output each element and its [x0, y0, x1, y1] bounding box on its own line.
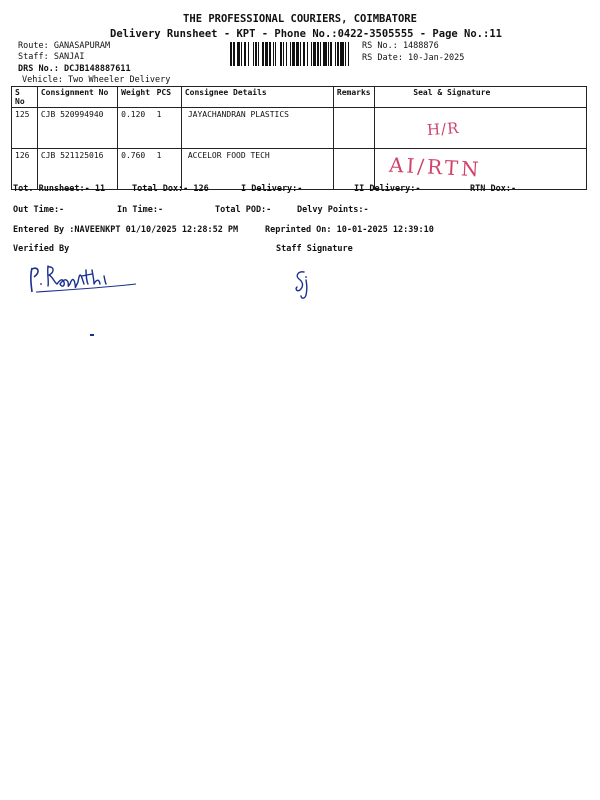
table-header-row	[12, 87, 587, 108]
tot-runsheet: Tot. Runsheet:- 11	[13, 184, 106, 194]
table-row	[12, 108, 587, 149]
column-header: Consignment No	[37, 87, 117, 108]
in-time: In Time:-	[117, 205, 164, 215]
total-pod: Total POD:-	[215, 205, 272, 215]
cell-pcs: 1	[154, 108, 182, 149]
barcode-image	[230, 42, 352, 66]
rs-date: RS Date: 10-Jan-2025	[362, 53, 465, 63]
rtn-dox: RTN Dox:-	[470, 184, 517, 194]
delivery-table	[11, 86, 587, 190]
total-dox: Total Dox:- 126	[132, 184, 209, 194]
column-header: Consignee Details	[181, 87, 333, 108]
staff-signature-label: Staff Signature	[276, 244, 353, 254]
cell-consignment: CJB 520994940	[37, 108, 117, 149]
column-header: PCS	[154, 87, 182, 108]
cell-sno: 125	[12, 108, 38, 149]
rs-number: RS No.: 1488876	[362, 41, 439, 51]
verified-by-label: Verified By	[13, 244, 70, 254]
delvy-points: Delvy Points:-	[297, 205, 369, 215]
handwritten-stamp: H/R	[426, 118, 460, 140]
cell-sno: 126	[12, 149, 38, 190]
cell-consignee: ACCELOR FOOD TECH	[181, 149, 333, 190]
staff-signature-mark	[290, 268, 316, 302]
cell-weight: 0.760	[118, 149, 154, 190]
cell-seal	[374, 108, 586, 149]
entered-by: Entered By :NAVEENKPT 01/10/2025 12:28:52 PM	[13, 225, 239, 235]
reprinted-on: Reprinted On: 10-01-2025 12:39:10	[265, 225, 434, 235]
ink-dot	[90, 334, 94, 336]
company-title: THE PROFESSIONAL COURIERS, COIMBATORE	[183, 13, 417, 25]
i-delivery: I Delivery:-	[241, 184, 303, 194]
handwritten-stamp: AI/RTN	[388, 152, 482, 182]
cell-consignee: JAYACHANDRAN PLASTICS	[181, 108, 333, 149]
runsheet-subtitle: Delivery Runsheet - KPT - Phone No.:0422-3505555 - Page No.:11	[110, 28, 502, 40]
drs-number: DRS No.: DCJB148887611	[18, 64, 131, 74]
route-label: Route: GANASAPURAM	[18, 41, 111, 51]
cell-pcs: 1	[154, 149, 182, 190]
cell-remarks	[333, 108, 374, 149]
out-time: Out Time:-	[13, 205, 65, 215]
ii-delivery: II Delivery:-	[354, 184, 421, 194]
column-header: Weight	[118, 87, 154, 108]
column-header: Seal & Signature	[374, 87, 586, 108]
cell-weight: 0.120	[118, 108, 154, 149]
column-header: S No	[12, 87, 38, 108]
column-header: Remarks	[333, 87, 374, 108]
staff-label: Staff: SANJAI	[18, 52, 85, 62]
vehicle-label: Vehicle: Two Wheeler Delivery	[22, 75, 171, 85]
cell-consignment: CJB 521125016	[37, 149, 117, 190]
verified-signature	[26, 262, 142, 298]
